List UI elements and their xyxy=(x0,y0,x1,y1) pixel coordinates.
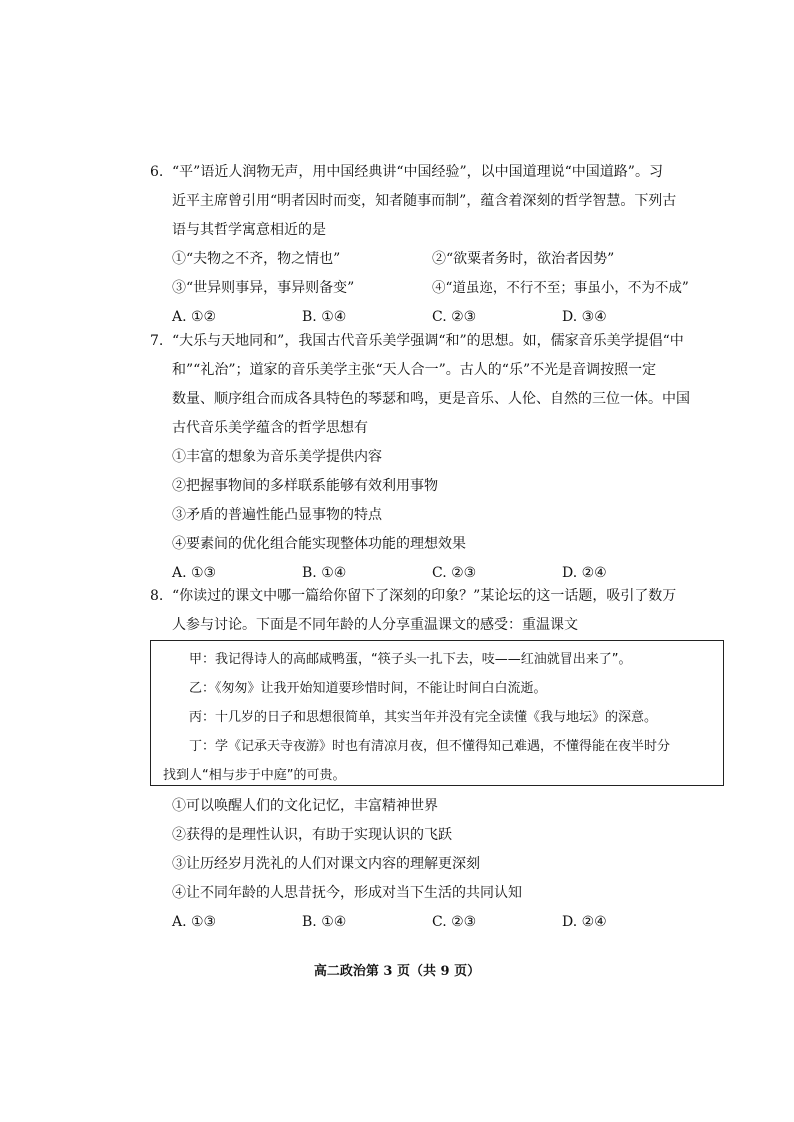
statement-option: ③“世异则事异，事异则备变” xyxy=(172,280,355,296)
question-stem-line: 古代音乐美学蕴含的哲学思想有 xyxy=(172,420,368,436)
answer-choice: A. ①③ xyxy=(172,914,217,930)
question-8-options xyxy=(150,792,690,937)
answer-choices xyxy=(150,908,690,937)
question-stem-line: 近平主席曾引用“明者因时而变，知者随事而制”，蕴含着深刻的哲学智慧。下列古 xyxy=(172,193,677,209)
statement-options xyxy=(150,245,690,303)
page-footer: 高二政治第 3 页（共 9 页） xyxy=(313,964,481,979)
question-number: 7. xyxy=(150,333,164,349)
question-8 xyxy=(150,582,690,640)
statement-option: ③矛盾的普遍性能凸显事物的特点 xyxy=(172,507,382,523)
question-number: 6. xyxy=(150,164,164,180)
statement-option: ④“道虽迩，不行不至；事虽小，不为不成” xyxy=(432,280,689,296)
answer-choice: A. ①③ xyxy=(172,565,217,581)
answer-choice: C. ②③ xyxy=(432,565,477,581)
question-6 xyxy=(150,158,690,332)
answer-choice: B. ①④ xyxy=(302,914,347,930)
answer-choice: B. ①④ xyxy=(302,565,347,581)
statement-option: ②把握事物间的多样联系能够有效利用事物 xyxy=(172,478,438,494)
material-line: 丁：学《记承天寺夜游》时也有清凉月夜，但不懂得知己难遇，不懂得能在夜半时分 xyxy=(189,739,671,754)
statement-option: ②获得的是理性认识，有助于实现认识的飞跃 xyxy=(172,827,452,843)
question-7 xyxy=(150,327,690,588)
answer-choice: C. ②③ xyxy=(432,309,477,325)
material-line: 甲：我记得诗人的高邮咸鸭蛋，“筷子头一扎下去，吱——红油就冒出来了”。 xyxy=(189,652,632,667)
answer-choice: B. ①④ xyxy=(302,309,347,325)
statement-option: ②“欲粟者务时，欲治者因势” xyxy=(432,251,615,267)
answer-choice: D. ②④ xyxy=(562,565,607,581)
statement-option: ①“夫物之不齐，物之情也” xyxy=(172,251,341,267)
answer-choice: D. ②④ xyxy=(562,914,607,930)
statement-option: ①可以唤醒人们的文化记忆，丰富精神世界 xyxy=(172,798,438,814)
question-stem-line: “你读过的课文中哪一篇给你留下了深刻的印象？”某论坛的这一话题，吸引了数万 xyxy=(172,588,677,604)
statement-option: ③让历经岁月洗礼的人们对课文内容的理解更深刻 xyxy=(172,856,480,872)
statement-option: ④让不同年龄的人思昔抚今，形成对当下生活的共同认知 xyxy=(172,885,522,901)
question-stem-line: 人参与讨论。下面是不同年龄的人分享重温课文的感受：重温课文 xyxy=(172,617,578,633)
question-number: 8. xyxy=(150,588,164,604)
material-line: 找到人“相与步于中庭”的可贵。 xyxy=(163,768,346,783)
material-line: 乙：《匆匆》让我开始知道要珍惜时间，不能让时间白白流逝。 xyxy=(189,681,547,696)
question-stem-line: “大乐与天地同和”，我国古代音乐美学强调“和”的思想。如，儒家音乐美学提倡“中 xyxy=(172,333,684,349)
question-stem-line: “平”语近人润物无声，用中国经典讲“中国经验”，以中国道理说“中国道路”。习 xyxy=(172,164,663,180)
material-line: 丙：十几岁的日子和思想很简单，其实当年并没有完全读懂《我与地坛》的深意。 xyxy=(189,710,658,725)
question-stem-line: 数量、顺序组合而成各具特色的琴瑟和鸣，更是音乐、人伦、自然的三位一体。中国 xyxy=(172,391,690,407)
material-box xyxy=(150,640,724,786)
answer-choice: C. ②③ xyxy=(432,914,477,930)
question-stem-line: 和”“礼治”；道家的音乐美学主张“天人合一”。古人的“乐”不光是音调按照一定 xyxy=(172,362,657,378)
answer-choice: D. ③④ xyxy=(562,309,607,325)
statement-option: ④要素间的优化组合能实现整体功能的理想效果 xyxy=(172,536,466,552)
question-stem-line: 语与其哲学寓意相近的是 xyxy=(172,222,326,238)
statement-option: ①丰富的想象为音乐美学提供内容 xyxy=(172,449,382,465)
answer-choice: A. ①② xyxy=(172,309,217,325)
